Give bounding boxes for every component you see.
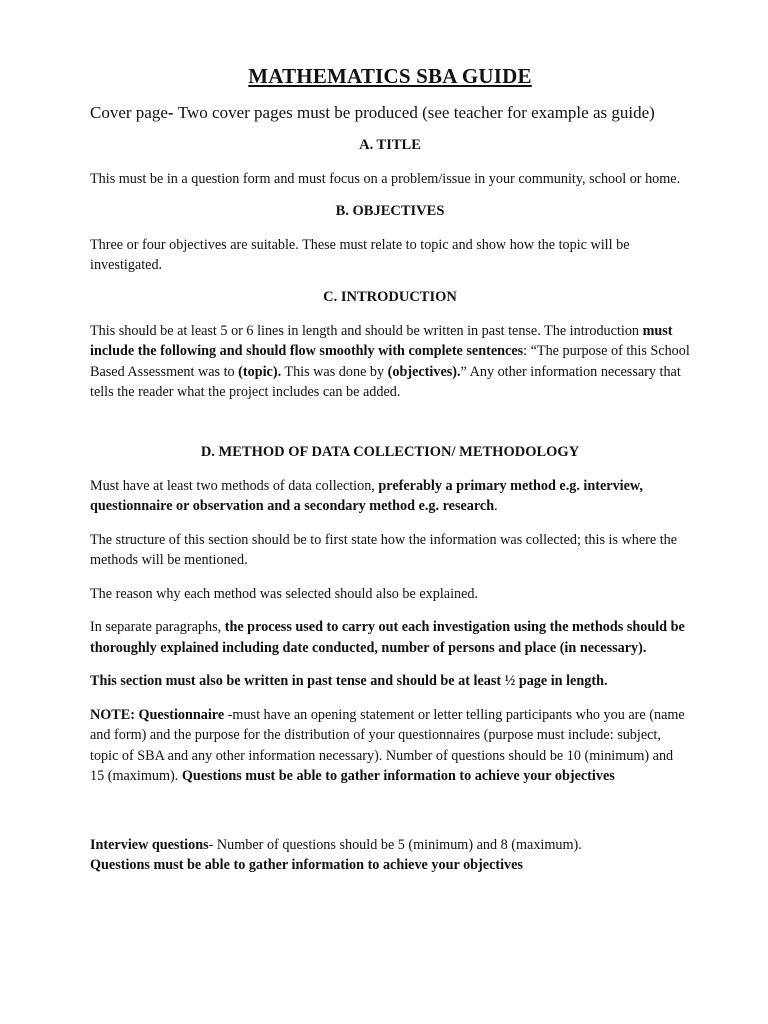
methodology-paragraph-3: The reason why each method was selected should also be explained. [90,585,479,602]
intro-text-4: ” Any other information necessary that tells the reader what the project includes can be added. [90,363,681,400]
cover-label: Cover page [90,103,168,122]
cover-dash: - [167,103,178,122]
document-body [90,64,690,889]
section-heading-introduction: C. INTRODUCTION [323,288,457,305]
interview-label: Interview questions [90,836,209,853]
methodology-paragraph-2: The structure of this section should be to first state how the information was collected; this is where the methods will be mentioned. [90,531,678,568]
questionnaire-note [90,705,690,787]
document-title: MATHEMATICS SBA GUIDE [248,64,532,88]
method-bold-3: This section must also be written in past tense and should be at least ½ page in length. [90,673,608,689]
intro-bold-objectives: (objectives). [387,363,461,380]
intro-bold-1: must include the following and should flow smoothly with complete sentences [90,322,673,359]
intro-bold-topic: (topic). [238,363,282,380]
methodology-paragraph-4 [90,617,690,658]
note-bold: Questions must be able to gather information to achieve your objectives [181,768,615,784]
note-text: -must have an opening statement or letter telling participants who you are (name and form) and the purpose for the distribution of your questionnaires (purpose must include: subject, topic of SBA and any other information necessary). Number of questions should be 10 (minimum) and 15 (maximum). [90,706,685,784]
interview-text: - Number of questions should be 5 (minimum) and 8 (maximum). [208,836,582,853]
methodology-paragraph-1 [90,476,690,517]
objectives-paragraph: Three or four objectives are suitable. These must relate to topic and show how the topic will be investigated. [90,236,630,273]
interview-questions-paragraph [90,835,690,876]
introduction-paragraph [90,321,690,403]
section-heading-title: A. TITLE [359,137,421,153]
section-heading-objectives: B. OBJECTIVES [335,202,445,219]
method-bold-1: preferably a primary method e.g. interview, questionnaire or observation and a secondary method e.g. research [90,477,643,514]
method-bold-2: the process used to carry out each investigation using the methods should be thoroughly explained including date conducted, number of persons and place (in necessary). [90,619,685,656]
method-text-3: In separate paragraphs, [90,619,225,635]
intro-text-1: This should be at least 5 or 6 lines in length and should be written in past tense. The introduction [90,322,643,339]
intro-text-2: : “The purpose of this School Based Assessment was to [90,343,690,380]
note-label: NOTE: Questionnaire [90,706,225,723]
cover-page-line [90,103,690,123]
spacer [90,416,690,444]
interview-bold: Questions must be able to gather information to achieve your objectives [90,857,523,873]
methodology-paragraph-5 [90,671,690,692]
method-text-1: Must have at least two methods of data collection, [90,477,379,494]
cover-text: Two cover pages must be produced (see teacher for example as guide) [177,103,655,122]
section-heading-methodology: D. METHOD OF DATA COLLECTION/ METHODOLOGY [200,443,580,460]
spacer [90,800,690,835]
method-text-2: . [494,498,498,514]
title-paragraph: This must be in a question form and must focus on a problem/issue in your community, school or home. [90,171,681,187]
intro-text-3: This was done by [281,363,388,380]
